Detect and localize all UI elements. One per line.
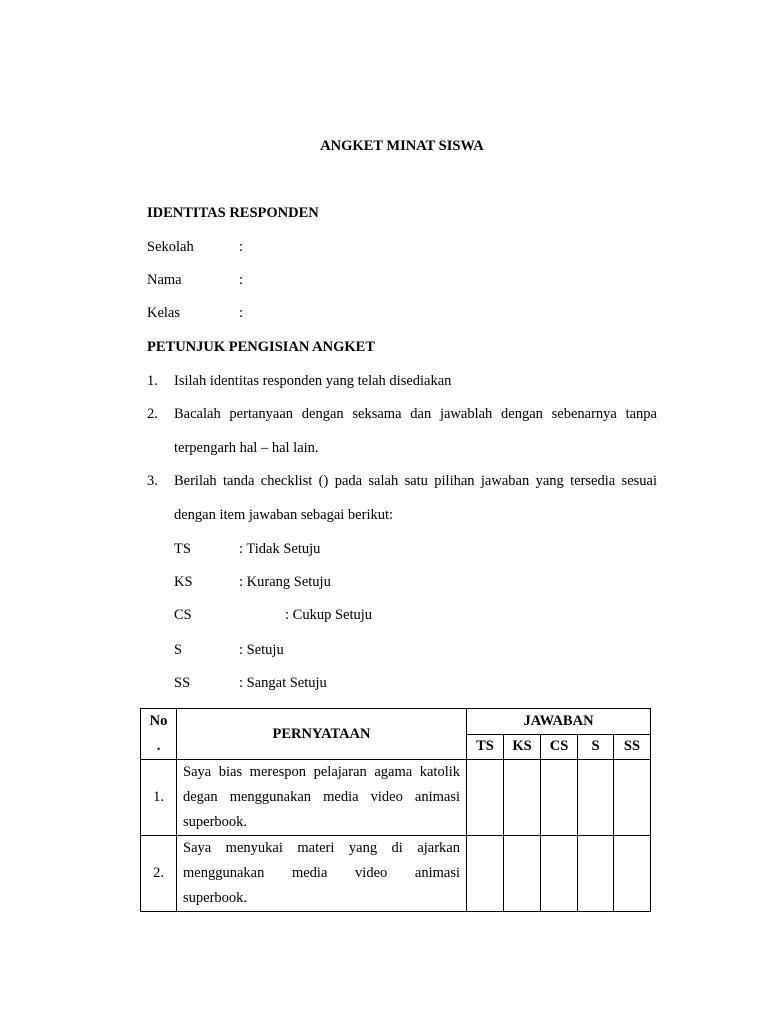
instruction-3-text-line2: dengan item jawaban sebagai berikut: <box>174 507 394 523</box>
answer-cell-cs[interactable] <box>541 836 578 912</box>
legend-code-s: S <box>174 642 183 658</box>
answer-cell-cs[interactable] <box>541 760 578 836</box>
instruction-3-text-line1: Berilah tanda checklist () pada salah satu pilihan jawaban yang tersedia sesuai <box>174 473 657 489</box>
statement-line: menggunakan media video animasi <box>183 865 460 881</box>
answer-cell-ts[interactable] <box>467 760 504 836</box>
legend-code-ks: KS <box>174 574 193 590</box>
statement-line: superbook. <box>183 814 248 830</box>
instruction-2-text-line1: Bacalah pertanyaan dengan seksama dan jawablah dengan sebenarnya tanpa <box>174 406 657 422</box>
legend-desc-cs: : Cukup Setuju <box>285 607 373 623</box>
header-no-line1: No <box>149 713 168 729</box>
statement-line: Saya menyukai materi yang di ajarkan <box>183 840 460 856</box>
header-no <box>141 709 177 760</box>
instruction-2-text-line2: terpengarh hal – hal lain. <box>174 440 319 456</box>
answer-cell-ks[interactable] <box>504 836 541 912</box>
legend-code-cs: CS <box>174 607 192 623</box>
field-sep-kelas: : <box>239 305 244 321</box>
field-label-sekolah: Sekolah <box>147 239 194 255</box>
header-statement: PERNYATAAN <box>177 709 467 760</box>
answer-cell-ss[interactable] <box>614 760 651 836</box>
answer-cell-s[interactable] <box>578 836 614 912</box>
answer-table <box>140 708 651 912</box>
field-label-nama: Nama <box>147 272 182 288</box>
answer-cell-ts[interactable] <box>467 836 504 912</box>
header-no-line2: . <box>156 738 161 754</box>
answer-cell-s[interactable] <box>578 760 614 836</box>
statement-line: degan menggunakan media video animasi <box>183 789 460 805</box>
instruction-3-number: 3. <box>147 473 158 489</box>
row-number: 1. <box>141 760 177 836</box>
field-sep-sekolah: : <box>239 239 244 255</box>
row-number: 2. <box>141 836 177 912</box>
header-option-ks: KS <box>504 734 541 760</box>
table-row <box>141 760 651 836</box>
table-header-row <box>141 709 651 735</box>
legend-desc-ss: : Sangat Setuju <box>239 675 327 691</box>
page-title: ANGKET MINAT SISWA <box>320 138 484 154</box>
statement-line: superbook. <box>183 890 248 906</box>
legend-desc-ts: : Tidak Setuju <box>239 541 321 557</box>
header-option-ts: TS <box>467 734 504 760</box>
answer-cell-ss[interactable] <box>614 836 651 912</box>
legend-code-ss: SS <box>174 675 191 691</box>
row-statement <box>177 836 467 912</box>
header-option-ss: SS <box>614 734 651 760</box>
instructions-heading: PETUNJUK PENGISIAN ANGKET <box>147 339 376 355</box>
header-answer: JAWABAN <box>467 709 651 735</box>
statement-line: Saya bias merespon pelajaran agama katolik <box>183 764 460 780</box>
field-label-kelas: Kelas <box>147 305 181 321</box>
legend-desc-ks: : Kurang Setuju <box>239 574 331 590</box>
legend-code-ts: TS <box>174 541 191 557</box>
legend-desc-s: : Setuju <box>239 642 284 658</box>
table-row <box>141 836 651 912</box>
field-sep-nama: : <box>239 272 244 288</box>
instruction-2-number: 2. <box>147 406 158 422</box>
instruction-1-number: 1. <box>147 373 158 389</box>
instruction-1-text: Isilah identitas responden yang telah disediakan <box>174 373 452 389</box>
identity-heading: IDENTITAS RESPONDEN <box>147 205 319 221</box>
answer-cell-ks[interactable] <box>504 760 541 836</box>
header-option-s: S <box>578 734 614 760</box>
row-statement <box>177 760 467 836</box>
header-option-cs: CS <box>541 734 578 760</box>
